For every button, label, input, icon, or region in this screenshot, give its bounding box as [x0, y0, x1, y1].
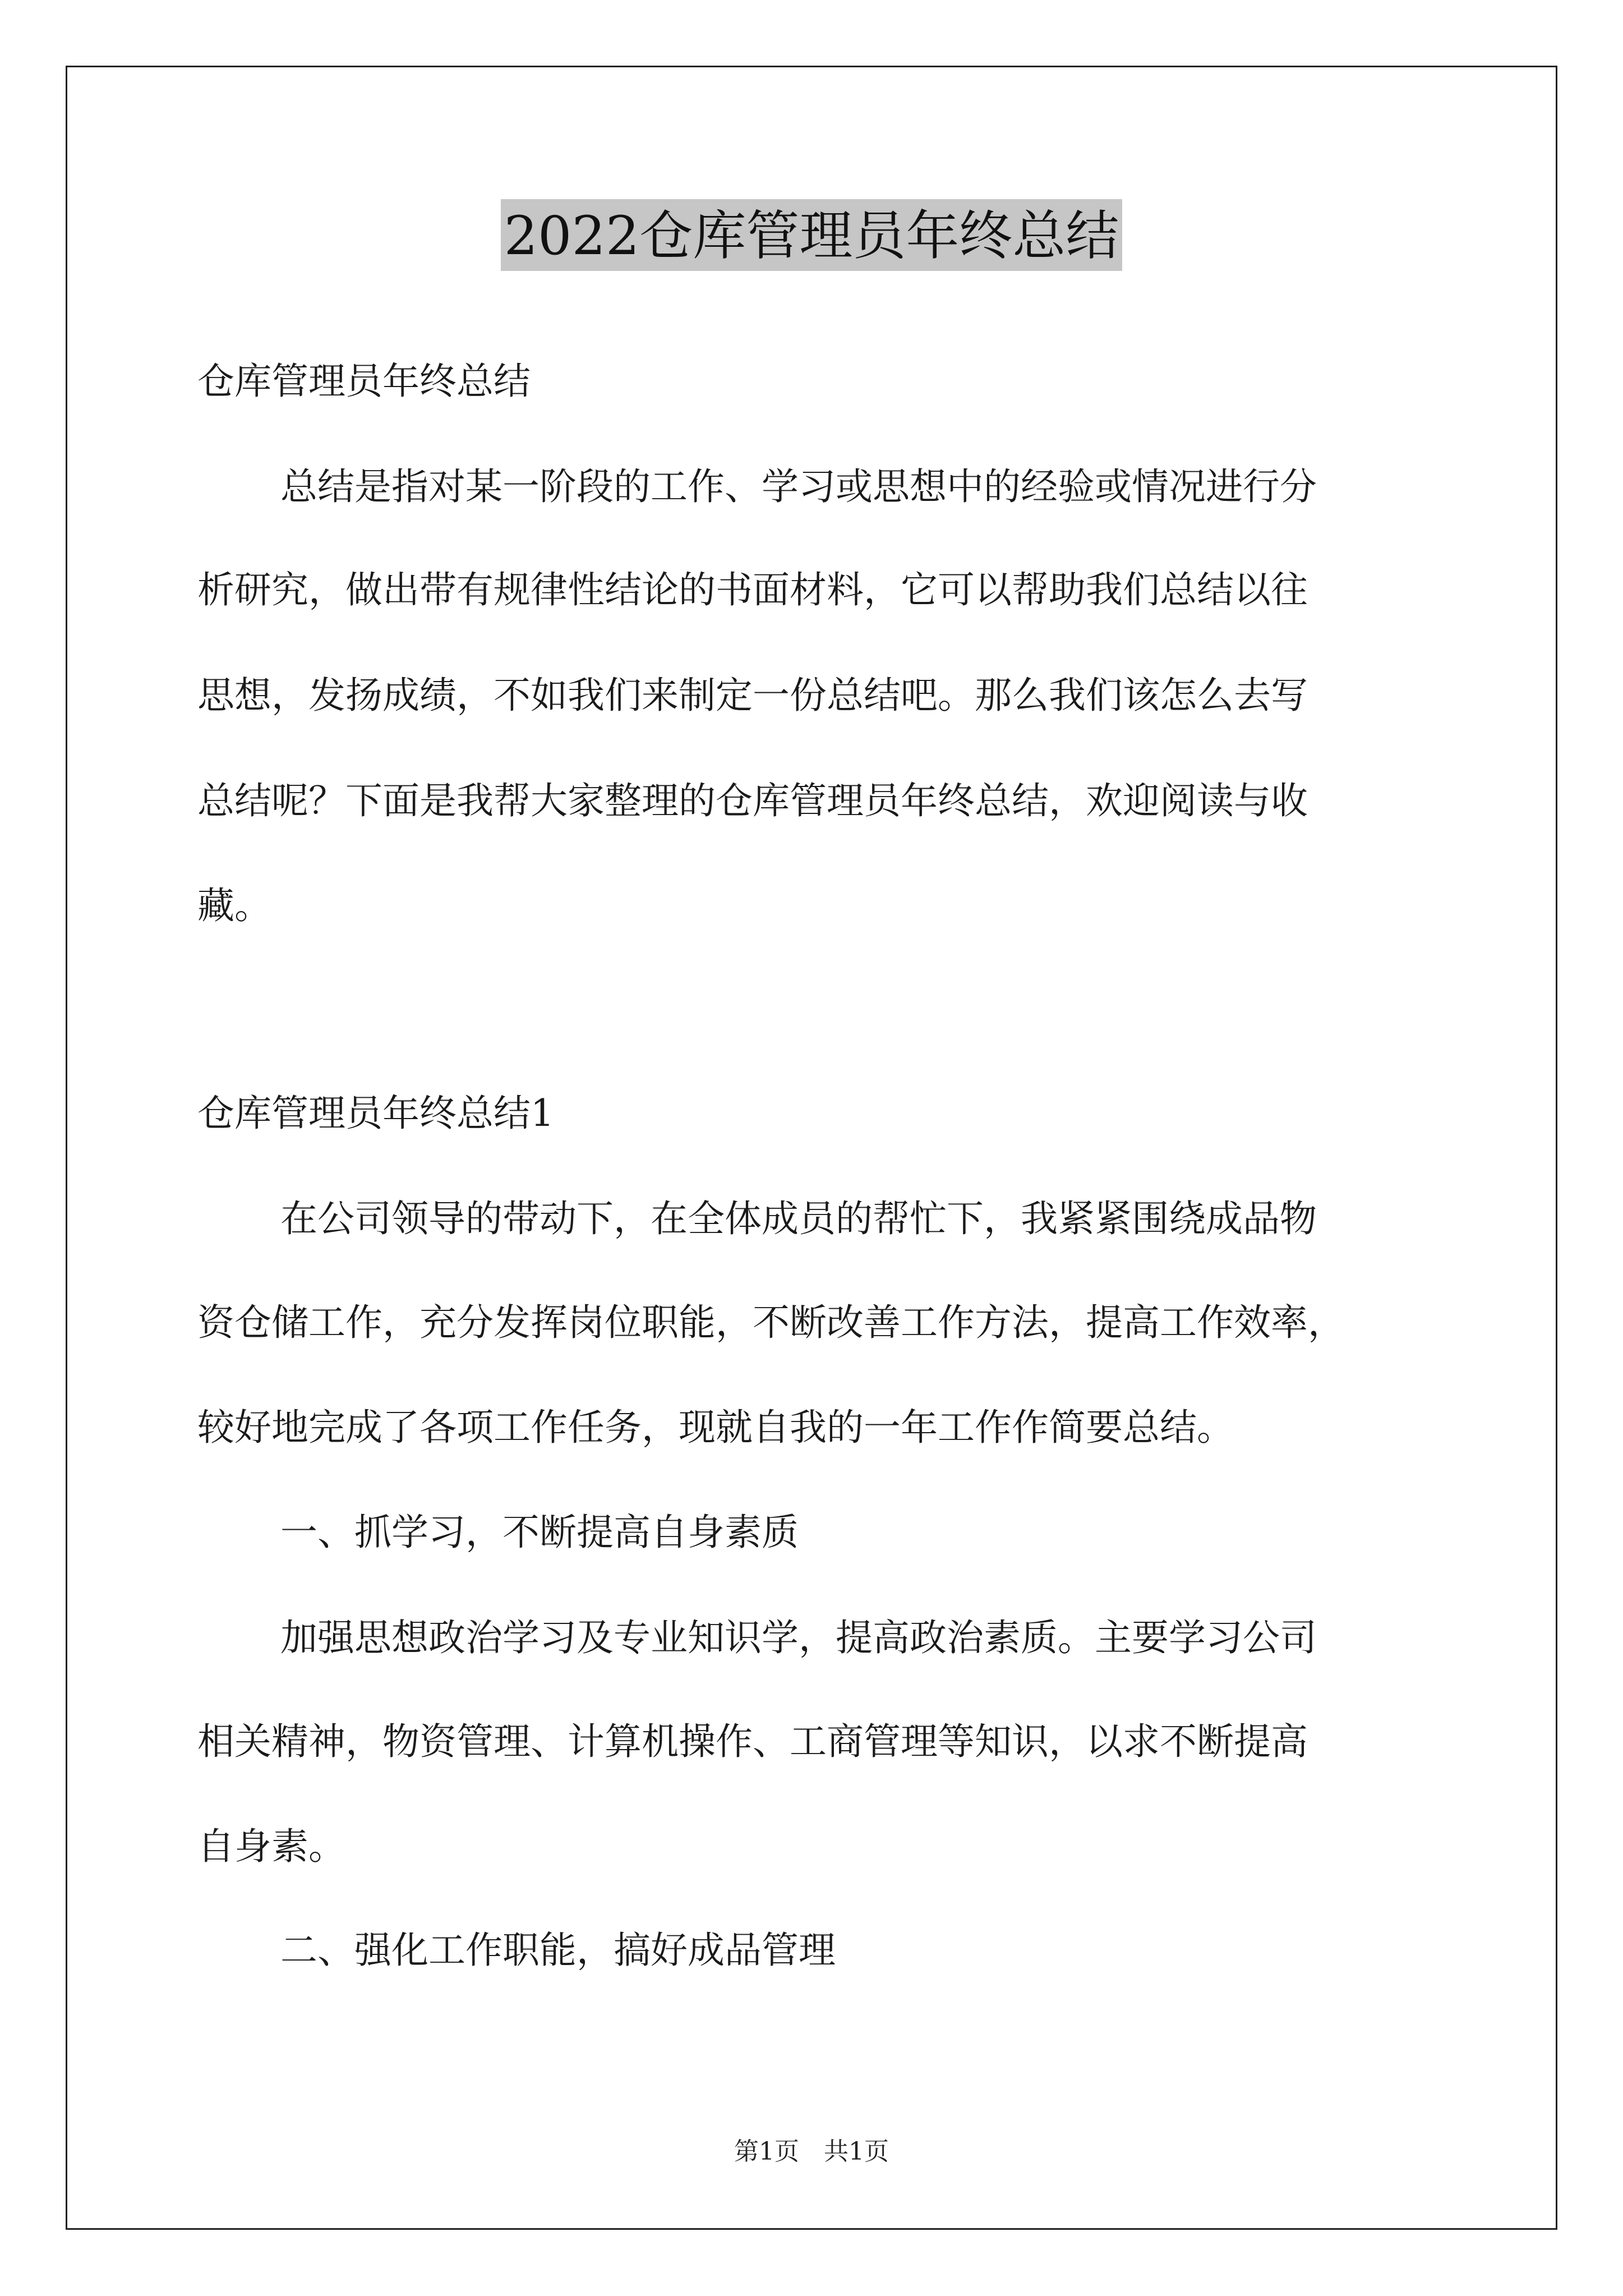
section-heading-intro: 仓库管理员年终总结 [197, 360, 531, 403]
document-title-block [0, 199, 1623, 271]
paragraph-line: 总结是指对某一阶段的工作、学习或思想中的经验或情况进行分 [280, 465, 1317, 508]
paragraph-line: 自身素。 [197, 1825, 345, 1868]
paragraph-line: 相关精神，物资管理、计算机操作、工商管理等知识，以求不断提高 [197, 1720, 1308, 1763]
page-number: 第1页 [734, 2137, 799, 2166]
paragraph-line: 析研究，做出带有规律性结论的书面材料，它可以帮助我们总结以往 [197, 568, 1308, 611]
subheading-study: 一、抓学习，不断提高自身素质 [280, 1511, 799, 1554]
paragraph-line: 藏。 [197, 884, 271, 927]
paragraph-line: 加强思想政治学习及专业知识学，提高政治素质。主要学习公司 [280, 1616, 1317, 1659]
page-total: 共1页 [824, 2137, 889, 2166]
paragraph-line: 在公司领导的带动下，在全体成员的帮忙下，我紧紧围绕成品物 [280, 1197, 1317, 1240]
document-title: 2022仓库管理员年终总结 [501, 199, 1123, 271]
paragraph-line: 资仓储工作，充分发挥岗位职能，不断改善工作方法，提高工作效率， [197, 1301, 1345, 1344]
paragraph-line: 思想，发扬成绩，不如我们来制定一份总结吧。那么我们该怎么去写 [197, 674, 1308, 717]
paragraph-line: 较好地完成了各项工作任务，现就自我的一年工作作简要总结。 [197, 1406, 1234, 1449]
subheading-management: 二、强化工作职能，搞好成品管理 [280, 1929, 836, 1972]
paragraph-line: 总结呢？下面是我帮大家整理的仓库管理员年终总结，欢迎阅读与收 [197, 779, 1308, 822]
section-heading-1: 仓库管理员年终总结1 [197, 1092, 554, 1135]
page-footer [0, 2136, 1623, 2168]
